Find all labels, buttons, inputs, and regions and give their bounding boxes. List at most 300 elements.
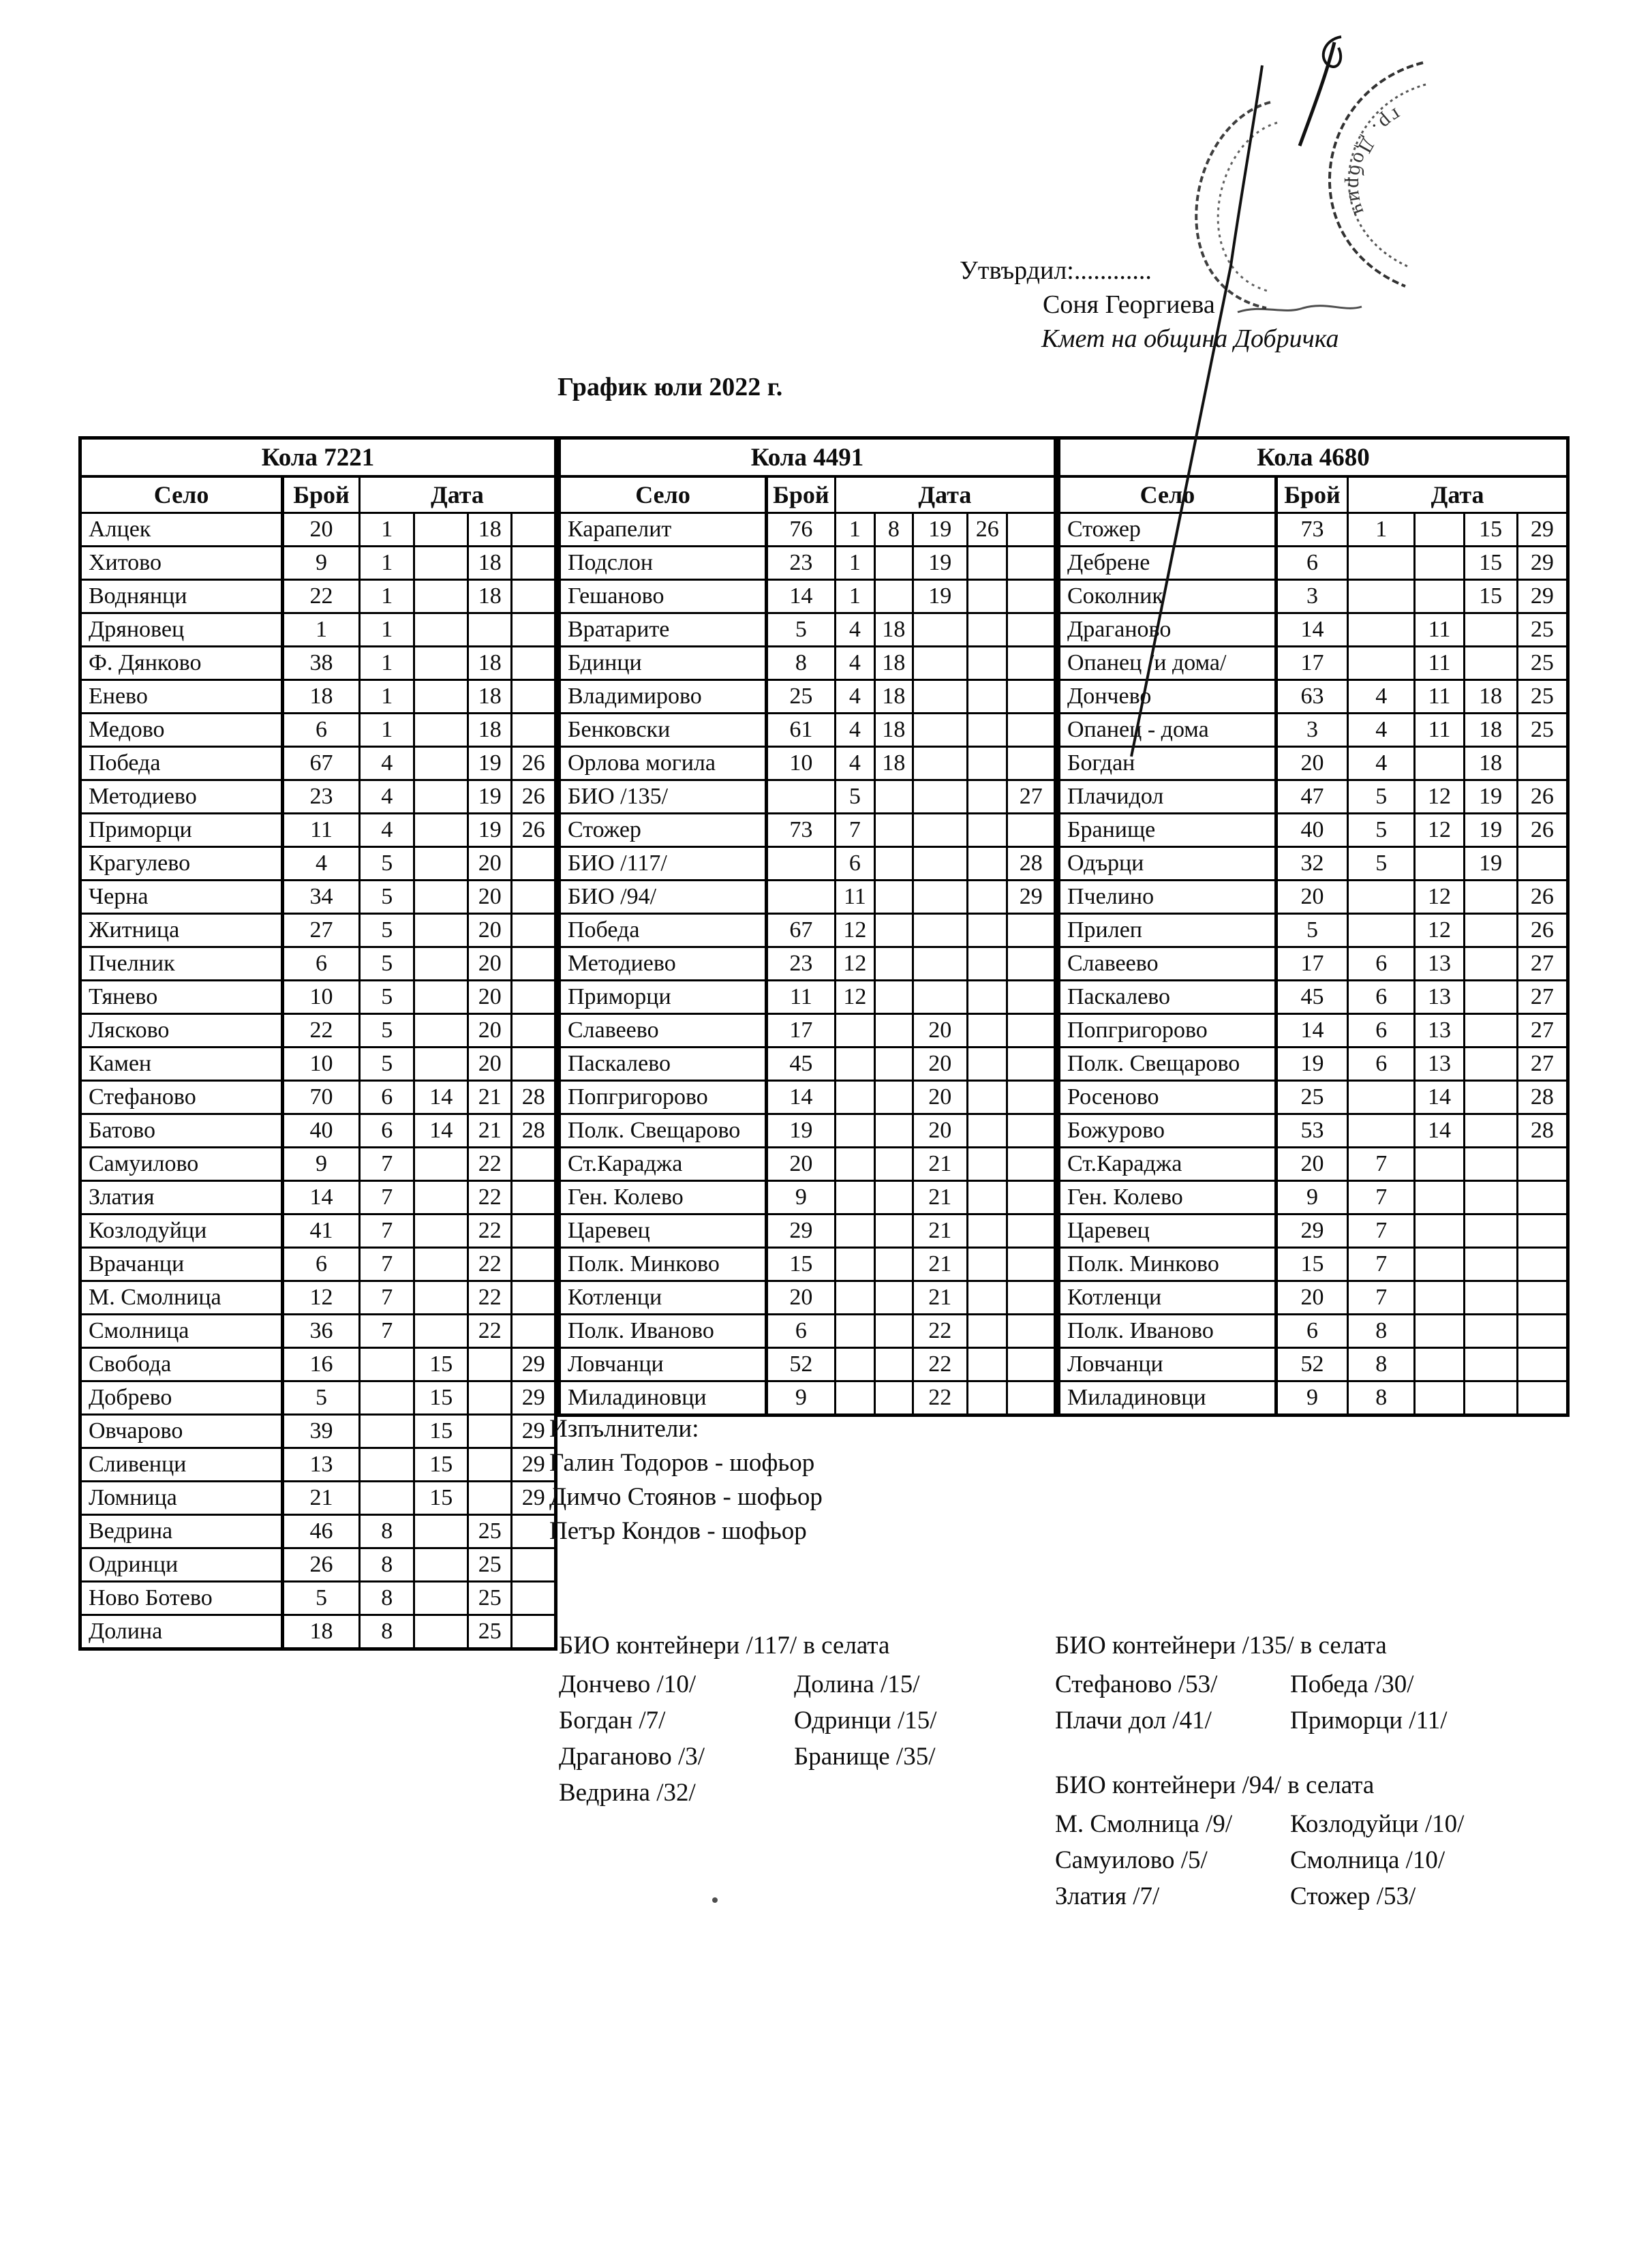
- date-cell: [1007, 1381, 1056, 1416]
- date-cell: [875, 814, 913, 847]
- date-cell: [512, 1582, 556, 1615]
- date-cell: 15: [414, 1381, 468, 1415]
- date-cell: [968, 580, 1007, 613]
- count-cell: 10: [283, 981, 360, 1014]
- count-cell: 15: [767, 1248, 836, 1281]
- village-cell: Методиево: [80, 780, 283, 814]
- date-cell: 11: [1415, 714, 1464, 747]
- date-header: Дата: [835, 476, 1055, 513]
- date-cell: [468, 613, 512, 647]
- table-row: [1059, 881, 1568, 914]
- date-cell: 19: [913, 547, 968, 580]
- count-cell: 41: [283, 1214, 360, 1248]
- village-cell: Богдан: [1059, 747, 1276, 780]
- date-cell: 22: [468, 1214, 512, 1248]
- date-cell: 14: [414, 1114, 468, 1148]
- date-cell: [1517, 1148, 1567, 1181]
- village-cell: Ген. Колево: [1059, 1181, 1276, 1214]
- date-cell: 25: [468, 1515, 512, 1548]
- date-cell: [1415, 1315, 1464, 1348]
- village-cell: Дряновец: [80, 613, 283, 647]
- date-cell: [913, 613, 968, 647]
- date-cell: 1: [359, 613, 414, 647]
- date-cell: [414, 613, 468, 647]
- approver-role: Кмет на община Добричка: [1041, 324, 1339, 353]
- date-cell: [835, 1315, 874, 1348]
- count-cell: 9: [1276, 1381, 1347, 1416]
- count-cell: 12: [283, 1281, 360, 1315]
- date-header: Дата: [1348, 476, 1568, 513]
- count-cell: 20: [283, 513, 360, 547]
- date-cell: 28: [512, 1081, 556, 1114]
- date-cell: [968, 714, 1007, 747]
- table-row: [80, 1515, 556, 1548]
- count-cell: 32: [1276, 847, 1347, 881]
- bio-village-right: Одринци /15/: [794, 1707, 937, 1734]
- date-cell: [1464, 647, 1517, 680]
- count-cell: 19: [767, 1114, 836, 1148]
- village-cell: Полк. Свещарово: [560, 1114, 767, 1148]
- village-cell: БИО /117/: [560, 847, 767, 881]
- date-cell: 26: [512, 747, 556, 780]
- date-cell: [875, 881, 913, 914]
- village-cell: Миладиновци: [560, 1381, 767, 1416]
- village-cell: Победа: [560, 914, 767, 947]
- village-cell: Бенковски: [560, 714, 767, 747]
- table-row: [80, 847, 556, 881]
- date-cell: [968, 1081, 1007, 1114]
- table-row: [560, 1081, 1056, 1114]
- count-cell: 20: [767, 1281, 836, 1315]
- date-cell: [1464, 914, 1517, 947]
- date-cell: 19: [913, 513, 968, 547]
- date-cell: [875, 1214, 913, 1248]
- date-cell: 12: [835, 914, 874, 947]
- date-cell: [1464, 1114, 1517, 1148]
- table-row: [560, 613, 1056, 647]
- table-row: [80, 814, 556, 847]
- date-cell: 15: [414, 1448, 468, 1482]
- date-cell: 5: [359, 947, 414, 981]
- village-cell: Долина: [80, 1615, 283, 1649]
- village-cell: Сливенци: [80, 1448, 283, 1482]
- bio-village-right: Бранище /35/: [794, 1743, 936, 1771]
- date-cell: [512, 1214, 556, 1248]
- date-cell: 7: [359, 1315, 414, 1348]
- table-row: [80, 547, 556, 580]
- bio-village-right: Приморци /11/: [1290, 1707, 1448, 1734]
- village-cell: Свобода: [80, 1348, 283, 1381]
- date-cell: [913, 780, 968, 814]
- date-cell: [1348, 914, 1415, 947]
- count-cell: 9: [767, 1381, 836, 1416]
- date-cell: [913, 680, 968, 714]
- table-row: [80, 1448, 556, 1482]
- bio-section-heading: БИО контейнери /117/ в селата: [559, 1632, 890, 1660]
- date-cell: [414, 1582, 468, 1615]
- date-cell: 4: [835, 647, 874, 680]
- table-row: [80, 914, 556, 947]
- date-cell: 15: [1464, 513, 1517, 547]
- date-cell: [512, 1248, 556, 1281]
- date-cell: 8: [1348, 1348, 1415, 1381]
- bio-village-left: М. Смолница /9/: [1055, 1810, 1233, 1838]
- date-cell: 26: [1517, 881, 1567, 914]
- date-cell: 12: [1415, 780, 1464, 814]
- date-cell: [1415, 1381, 1464, 1416]
- date-cell: 14: [414, 1081, 468, 1114]
- date-cell: 27: [1517, 1048, 1567, 1081]
- date-cell: 21: [468, 1081, 512, 1114]
- bio-village-left: Плачи дол /41/: [1055, 1707, 1212, 1734]
- date-cell: [968, 780, 1007, 814]
- date-cell: 8: [875, 513, 913, 547]
- date-cell: [875, 1348, 913, 1381]
- village-cell: Царевец: [560, 1214, 767, 1248]
- date-cell: [414, 981, 468, 1014]
- date-cell: 4: [359, 747, 414, 780]
- approval-block: [960, 254, 1339, 356]
- bio-village-left: Драганово /3/: [559, 1743, 705, 1771]
- count-cell: 27: [283, 914, 360, 947]
- executors-block: [549, 1412, 823, 1548]
- table-row: [80, 1248, 556, 1281]
- date-cell: 8: [1348, 1381, 1415, 1416]
- date-cell: [913, 747, 968, 780]
- date-cell: 18: [875, 747, 913, 780]
- date-cell: [1415, 547, 1464, 580]
- count-cell: 45: [1276, 981, 1347, 1014]
- village-cell: Пчелник: [80, 947, 283, 981]
- date-cell: [512, 680, 556, 714]
- date-cell: 15: [1464, 547, 1517, 580]
- date-cell: [968, 1348, 1007, 1381]
- date-cell: 1: [359, 680, 414, 714]
- date-cell: [1464, 947, 1517, 981]
- table-row: [560, 814, 1056, 847]
- count-cell: 17: [767, 1014, 836, 1048]
- village-cell: Полк. Минково: [560, 1248, 767, 1281]
- count-cell: 52: [1276, 1348, 1347, 1381]
- date-cell: [913, 814, 968, 847]
- table-row: [1059, 613, 1568, 647]
- table-row: [80, 1582, 556, 1615]
- date-cell: [1007, 814, 1056, 847]
- village-cell: Бдинци: [560, 647, 767, 680]
- village-cell: Алцек: [80, 513, 283, 547]
- date-cell: [414, 580, 468, 613]
- date-cell: 5: [1348, 814, 1415, 847]
- date-cell: 29: [512, 1381, 556, 1415]
- date-cell: [414, 914, 468, 947]
- date-cell: [512, 513, 556, 547]
- date-cell: 13: [1415, 981, 1464, 1014]
- date-cell: [968, 547, 1007, 580]
- date-cell: 6: [359, 1081, 414, 1114]
- date-cell: 5: [359, 847, 414, 881]
- date-cell: [835, 1014, 874, 1048]
- table-row: [1059, 1014, 1568, 1048]
- date-cell: 12: [1415, 881, 1464, 914]
- date-cell: 28: [1517, 1114, 1567, 1148]
- bio-row: [1055, 1878, 1464, 1914]
- date-cell: [968, 1181, 1007, 1214]
- date-cell: [835, 1048, 874, 1081]
- date-cell: 25: [1517, 714, 1567, 747]
- village-cell: Житница: [80, 914, 283, 947]
- table-row: [560, 1248, 1056, 1281]
- date-cell: 5: [359, 981, 414, 1014]
- village-cell: Ст.Караджа: [560, 1148, 767, 1181]
- stamp-text: гр. Добрич: [1344, 104, 1405, 220]
- date-cell: [1464, 981, 1517, 1014]
- date-cell: [875, 914, 913, 947]
- count-cell: 9: [767, 1181, 836, 1214]
- count-cell: 76: [767, 513, 836, 547]
- village-cell: Приморци: [560, 981, 767, 1014]
- date-cell: [1007, 647, 1056, 680]
- date-cell: 25: [468, 1615, 512, 1649]
- date-cell: 19: [1464, 814, 1517, 847]
- table-row: [560, 1214, 1056, 1248]
- date-cell: [414, 947, 468, 981]
- village-cell: Ново Ботево: [80, 1582, 283, 1615]
- table-row: [1059, 947, 1568, 981]
- date-cell: 26: [1517, 780, 1567, 814]
- date-cell: [1348, 613, 1415, 647]
- date-cell: [1007, 1281, 1056, 1315]
- count-cell: 36: [283, 1315, 360, 1348]
- count-cell: 6: [1276, 1315, 1347, 1348]
- count-cell: 67: [767, 914, 836, 947]
- date-cell: [1348, 1114, 1415, 1148]
- date-cell: 22: [468, 1281, 512, 1315]
- date-cell: [913, 947, 968, 981]
- date-cell: [875, 947, 913, 981]
- date-cell: 25: [468, 1582, 512, 1615]
- table-row: [80, 1548, 556, 1582]
- date-cell: [1007, 680, 1056, 714]
- date-cell: [1007, 547, 1056, 580]
- date-cell: [1464, 1248, 1517, 1281]
- village-cell: Полк. Иваново: [1059, 1315, 1276, 1348]
- date-cell: 4: [1348, 680, 1415, 714]
- date-cell: [1464, 1348, 1517, 1381]
- date-cell: [1415, 1348, 1464, 1381]
- date-cell: 26: [968, 513, 1007, 547]
- village-cell: М. Смолница: [80, 1281, 283, 1315]
- table-row: [80, 881, 556, 914]
- village-cell: Владимирово: [560, 680, 767, 714]
- table-row: [80, 1381, 556, 1415]
- date-cell: [1464, 1048, 1517, 1081]
- village-cell: БИО /135/: [560, 780, 767, 814]
- village-cell: Ловчанци: [1059, 1348, 1276, 1381]
- date-cell: [414, 1615, 468, 1649]
- date-cell: [1415, 580, 1464, 613]
- count-cell: 5: [283, 1381, 360, 1415]
- village-cell: БИО /94/: [560, 881, 767, 914]
- count-cell: 6: [283, 947, 360, 981]
- date-cell: 6: [1348, 981, 1415, 1014]
- village-cell: Дончево: [1059, 680, 1276, 714]
- table-row: [80, 1081, 556, 1114]
- village-cell: Врачанци: [80, 1248, 283, 1281]
- date-cell: [1348, 547, 1415, 580]
- count-cell: 14: [283, 1181, 360, 1214]
- count-cell: 70: [283, 1081, 360, 1114]
- date-cell: [1517, 1214, 1567, 1248]
- village-cell: Котленци: [560, 1281, 767, 1315]
- date-cell: [1007, 747, 1056, 780]
- approver-name: Соня Георгиева: [1043, 290, 1215, 319]
- table-row: [560, 1114, 1056, 1148]
- village-cell: Бранище: [1059, 814, 1276, 847]
- date-cell: [1348, 881, 1415, 914]
- bio-section-heading: БИО контейнери /135/ в селата: [1055, 1632, 1387, 1660]
- table-row: [80, 680, 556, 714]
- date-cell: 22: [468, 1248, 512, 1281]
- bio-village-right: Долина /15/: [794, 1670, 920, 1698]
- village-cell: Воднянци: [80, 580, 283, 613]
- village-cell: Енево: [80, 680, 283, 714]
- date-cell: 11: [1415, 680, 1464, 714]
- date-cell: 8: [1348, 1315, 1415, 1348]
- date-cell: 22: [913, 1315, 968, 1348]
- date-cell: 15: [1464, 580, 1517, 613]
- count-cell: 14: [1276, 1014, 1347, 1048]
- table-row: [560, 680, 1056, 714]
- bio-row: [559, 1739, 937, 1775]
- table-row: [560, 513, 1056, 547]
- date-cell: 18: [468, 647, 512, 680]
- table-row: [1059, 847, 1568, 881]
- date-cell: 5: [1348, 847, 1415, 881]
- date-cell: 21: [468, 1114, 512, 1148]
- table-row: [1059, 1114, 1568, 1148]
- date-cell: 19: [468, 780, 512, 814]
- table-row: [80, 1214, 556, 1248]
- date-cell: 20: [468, 881, 512, 914]
- date-cell: 8: [359, 1615, 414, 1649]
- table-row: [1059, 1348, 1568, 1381]
- table-row: [1059, 1248, 1568, 1281]
- date-cell: 21: [913, 1181, 968, 1214]
- date-cell: [1517, 1181, 1567, 1214]
- count-cell: 73: [767, 814, 836, 847]
- date-cell: [1415, 1248, 1464, 1281]
- village-cell: Дебрене: [1059, 547, 1276, 580]
- date-cell: 7: [359, 1181, 414, 1214]
- date-cell: 20: [468, 847, 512, 881]
- date-cell: [512, 1048, 556, 1081]
- date-cell: 19: [1464, 847, 1517, 881]
- date-cell: 22: [468, 1148, 512, 1181]
- date-cell: 22: [468, 1181, 512, 1214]
- bio-row: [1055, 1842, 1464, 1878]
- count-cell: 20: [767, 1148, 836, 1181]
- count-cell: 20: [1276, 747, 1347, 780]
- date-cell: [875, 1381, 913, 1416]
- date-cell: [414, 1214, 468, 1248]
- count-cell: 45: [767, 1048, 836, 1081]
- village-cell: Карапелит: [560, 513, 767, 547]
- table-row: [80, 613, 556, 647]
- count-cell: 14: [767, 580, 836, 613]
- date-cell: [1517, 1281, 1567, 1315]
- table-row: [1059, 1048, 1568, 1081]
- count-cell: 34: [283, 881, 360, 914]
- date-cell: 12: [835, 947, 874, 981]
- date-cell: 25: [1517, 680, 1567, 714]
- count-cell: 9: [283, 1148, 360, 1181]
- table-row: [560, 1048, 1056, 1081]
- bio-village-right: Смолница /10/: [1290, 1846, 1446, 1874]
- pen-stroke-top: [1300, 42, 1334, 146]
- bio-row: [559, 1775, 937, 1811]
- village-cell: Славеево: [1059, 947, 1276, 981]
- date-cell: [359, 1348, 414, 1381]
- date-cell: [835, 1148, 874, 1181]
- village-header: Село: [1059, 476, 1276, 513]
- date-cell: 19: [468, 747, 512, 780]
- date-cell: 21: [913, 1281, 968, 1315]
- date-cell: [512, 547, 556, 580]
- date-cell: 28: [512, 1114, 556, 1148]
- date-cell: [968, 1315, 1007, 1348]
- count-cell: 25: [767, 680, 836, 714]
- village-cell: Полк. Минково: [1059, 1248, 1276, 1281]
- date-cell: [1415, 847, 1464, 881]
- village-cell: Одринци: [80, 1548, 283, 1582]
- date-cell: 18: [468, 547, 512, 580]
- bio-row: [559, 1702, 937, 1739]
- date-cell: 1: [359, 547, 414, 580]
- date-cell: [468, 1348, 512, 1381]
- count-cell: 5: [283, 1582, 360, 1615]
- date-cell: 22: [913, 1381, 968, 1416]
- date-cell: [512, 981, 556, 1014]
- date-cell: [1007, 1181, 1056, 1214]
- count-cell: 15: [1276, 1248, 1347, 1281]
- count-cell: 11: [283, 814, 360, 847]
- date-cell: 18: [875, 680, 913, 714]
- date-cell: [1464, 1014, 1517, 1048]
- table-row: [560, 1181, 1056, 1214]
- date-cell: 29: [1517, 580, 1567, 613]
- count-cell: 11: [767, 981, 836, 1014]
- bio-village-left: Богдан /7/: [559, 1707, 666, 1734]
- date-cell: [875, 1048, 913, 1081]
- date-cell: 11: [1415, 613, 1464, 647]
- village-cell: Лясково: [80, 1014, 283, 1048]
- date-cell: 7: [1348, 1214, 1415, 1248]
- date-cell: [414, 1548, 468, 1582]
- date-cell: [1464, 1315, 1517, 1348]
- count-cell: 46: [283, 1515, 360, 1548]
- date-cell: [414, 513, 468, 547]
- date-cell: [1464, 1214, 1517, 1248]
- date-cell: 25: [1517, 613, 1567, 647]
- village-cell: Соколник: [1059, 580, 1276, 613]
- village-cell: Ст.Караджа: [1059, 1148, 1276, 1181]
- date-cell: 4: [835, 680, 874, 714]
- table-row: [560, 1381, 1056, 1416]
- pen-stroke-hook: [1324, 37, 1341, 67]
- count-cell: 4: [283, 847, 360, 881]
- date-cell: [835, 1281, 874, 1315]
- date-cell: [512, 881, 556, 914]
